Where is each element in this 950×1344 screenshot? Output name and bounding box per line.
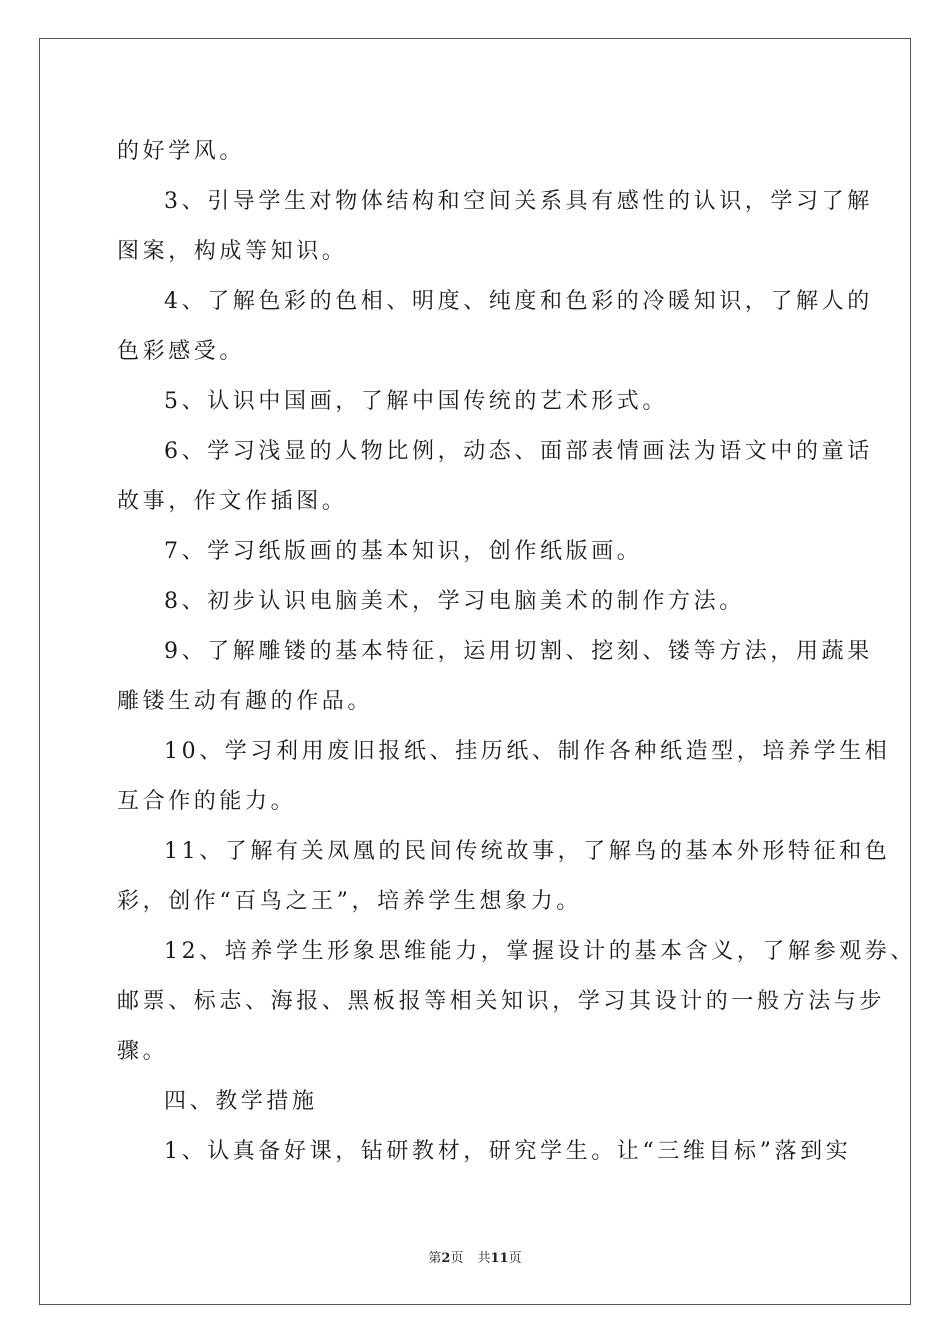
total-pages: 11 xyxy=(490,1251,509,1266)
total-suffix: 页 xyxy=(508,1251,522,1266)
text-line: 9、了解雕镂的基本特征，运用切割、挖刻、镂等方法，用蔬果 xyxy=(164,639,873,664)
text-line: 图案，构成等知识。 xyxy=(117,239,348,264)
text-line: 8、初步认识电脑美术，学习电脑美术的制作方法。 xyxy=(164,589,745,614)
text-line: 的好学风。 xyxy=(117,139,246,164)
text-line: 5、认识中国画，了解中国传统的艺术形式。 xyxy=(164,389,668,414)
section-heading: 四、教学措施 xyxy=(164,1089,318,1114)
text-line: 7、学习纸版画的基本知识，创作纸版画。 xyxy=(164,539,643,564)
page-prefix: 第 xyxy=(428,1251,442,1266)
page-number: 2 xyxy=(441,1251,451,1266)
text-line: 10、学习利用废旧报纸、挂历纸、制作各种纸造型，培养学生相 xyxy=(164,739,891,764)
text-line: 3、引导学生对物体结构和空间关系具有感性的认识，学习了解 xyxy=(164,189,873,214)
text-line: 1、认真备好课，钻研教材，研究学生。让“三维目标”落到实 xyxy=(164,1139,852,1164)
text-line: 互合作的能力。 xyxy=(117,789,297,814)
text-line: 雕镂生动有趣的作品。 xyxy=(117,689,374,714)
document-body xyxy=(117,127,916,1177)
page-suffix: 页 xyxy=(450,1251,464,1266)
text-line: 12、培养学生形象思维能力，掌握设计的基本含义，了解参观券、 xyxy=(164,939,916,964)
text-line: 11、了解有关凤凰的民间传统故事，了解鸟的基本外形特征和色 xyxy=(164,839,891,864)
total-prefix: 共 xyxy=(477,1251,491,1266)
page-footer xyxy=(0,1247,950,1266)
text-line: 骤。 xyxy=(117,1039,169,1064)
text-line: 6、学习浅显的人物比例，动态、面部表情画法为语文中的童话 xyxy=(164,439,873,464)
text-line: 故事，作文作插图。 xyxy=(117,489,348,514)
text-line: 4、了解色彩的色相、明度、纯度和色彩的冷暖知识，了解人的 xyxy=(164,289,873,314)
text-line: 彩，创作“百鸟之王”，培养学生想象力。 xyxy=(117,889,582,914)
text-line: 邮票、标志、海报、黑板报等相关知识，学习其设计的一般方法与步 xyxy=(117,989,886,1014)
text-line: 色彩感受。 xyxy=(117,339,246,364)
